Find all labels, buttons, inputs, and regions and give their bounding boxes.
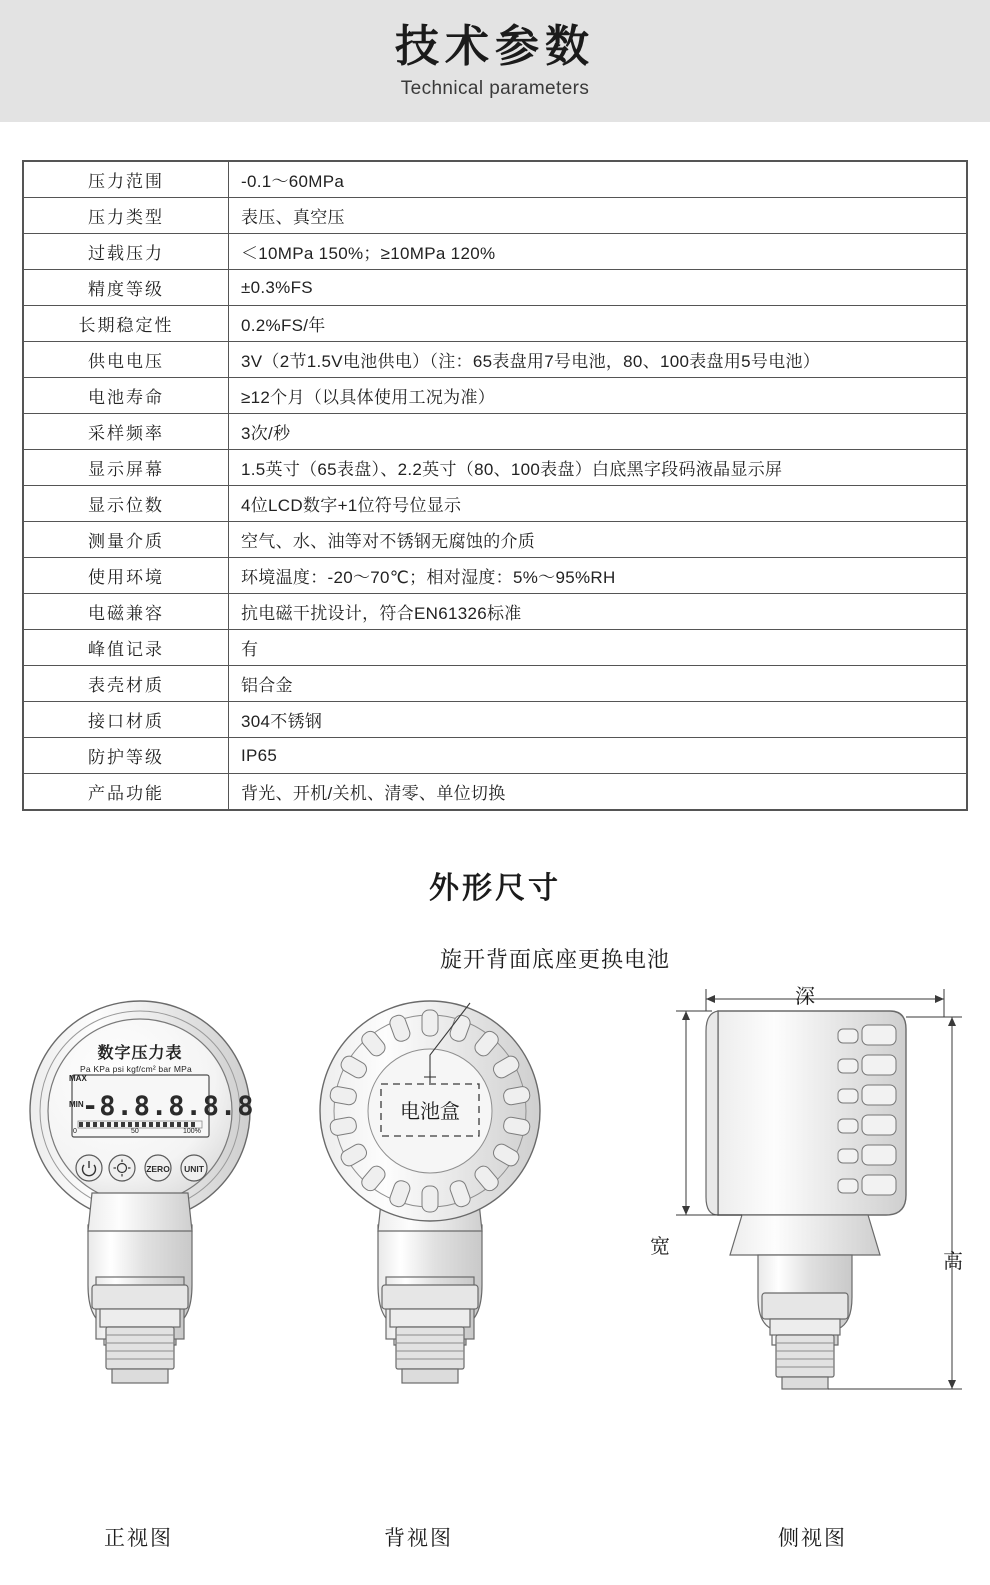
page-title-en: Technical parameters [400, 78, 590, 100]
caption-side-view: 侧视图 [778, 1527, 847, 1550]
table-row [24, 162, 967, 198]
spec-value: 有 [229, 630, 967, 666]
spec-key: 测量介质 [24, 522, 229, 558]
dimensions-drawing [0, 925, 990, 1585]
spec-key: 精度等级 [24, 270, 229, 306]
dimension-label-width: 宽 [650, 1236, 670, 1258]
spec-key: 产品功能 [24, 774, 229, 810]
svg-text:-8.8.8.8.8: -8.8.8.8.8 [82, 1091, 255, 1122]
spec-value: 3V（2节1.5V电池供电）（注：65表盘用7号电池，80、100表盘用5号电池） [229, 342, 967, 378]
spec-key: 采样频率 [24, 414, 229, 450]
back-view-drawing [320, 1001, 540, 1383]
table-row [24, 666, 967, 702]
spec-key: 电池寿命 [24, 378, 229, 414]
spec-key: 显示屏幕 [24, 450, 229, 486]
device-drawings-svg [0, 925, 990, 1585]
bargraph-end-label: 100% [183, 1128, 201, 1135]
spec-value: ＜10MPa 150%；≥10MPa 120% [229, 234, 967, 270]
spec-key: 显示位数 [24, 486, 229, 522]
spec-value: 背光、开机/关机、清零、单位切换 [229, 774, 967, 810]
table-row [24, 378, 967, 414]
spec-value: 空气、水、油等对不锈钢无腐蚀的介质 [229, 522, 967, 558]
device-min-label: MIN [69, 1100, 84, 1109]
caption-front-view: 正视图 [104, 1527, 173, 1550]
table-row [24, 306, 967, 342]
dimension-label-depth: 深 [795, 986, 815, 1008]
spec-value: 0.2%FS/年 [229, 306, 967, 342]
spec-table [23, 161, 967, 810]
spec-value: 3次/秒 [229, 414, 967, 450]
spec-key: 接口材质 [24, 702, 229, 738]
battery-note: 旋开背面底座更换电池 [440, 947, 671, 972]
table-row [24, 234, 967, 270]
device-units-row: Pa KPa psi kgf/cm² bar MPa [80, 1064, 192, 1074]
spec-value: 铝合金 [229, 666, 967, 702]
spec-value: 304不锈钢 [229, 702, 967, 738]
table-row [24, 414, 967, 450]
table-row [24, 738, 967, 774]
table-row [24, 702, 967, 738]
table-row [24, 450, 967, 486]
spec-key: 压力范围 [24, 162, 229, 198]
spec-value: 4位LCD数字+1位符号位显示 [229, 486, 967, 522]
svg-text:ZERO: ZERO [146, 1164, 170, 1174]
table-row [24, 270, 967, 306]
page-title-cn: 技术参数 [395, 21, 595, 71]
spec-key: 电磁兼容 [24, 594, 229, 630]
table-row [24, 594, 967, 630]
table-row [24, 342, 967, 378]
spec-value: 表压、真空压 [229, 198, 967, 234]
spec-value: ±0.3%FS [229, 270, 967, 306]
table-row [24, 630, 967, 666]
spec-value: 抗电磁干扰设计，符合EN61326标准 [229, 594, 967, 630]
spec-key: 表壳材质 [24, 666, 229, 702]
dimension-label-height: 高 [943, 1251, 963, 1273]
spec-key: 压力类型 [24, 198, 229, 234]
side-view-drawing [676, 989, 962, 1389]
svg-text:电池盒: 电池盒 [400, 1101, 460, 1123]
table-row [24, 774, 967, 810]
table-row [24, 522, 967, 558]
spec-table-container [22, 160, 968, 811]
device-max-label: MAX [69, 1074, 87, 1083]
spec-value: 1.5英寸（65表盘）、2.2英寸（80、100表盘）白底黑字段码液晶显示屏 [229, 450, 967, 486]
caption-back-view: 背视图 [384, 1527, 453, 1550]
spec-value: ≥12个月（以具体使用工况为准） [229, 378, 967, 414]
table-row [24, 486, 967, 522]
spec-value: IP65 [229, 738, 967, 774]
device-brand-label: 数字压力表 [97, 1045, 183, 1062]
spec-key: 长期稳定性 [24, 306, 229, 342]
spec-key: 过载压力 [24, 234, 229, 270]
spec-key: 峰值记录 [24, 630, 229, 666]
spec-key: 防护等级 [24, 738, 229, 774]
bargraph-start-label: 0 [73, 1128, 77, 1135]
spec-key: 使用环境 [24, 558, 229, 594]
spec-key: 供电电压 [24, 342, 229, 378]
bargraph-mid-label: 50 [131, 1128, 139, 1135]
page-header [0, 0, 990, 122]
spec-value: 环境温度：-20～70℃；相对湿度：5%～95%RH [229, 558, 967, 594]
table-row [24, 558, 967, 594]
dimensions-title: 外形尺寸 [429, 872, 561, 905]
table-row [24, 198, 967, 234]
spec-value: -0.1～60MPa [229, 162, 967, 198]
svg-text:UNIT: UNIT [184, 1164, 204, 1174]
